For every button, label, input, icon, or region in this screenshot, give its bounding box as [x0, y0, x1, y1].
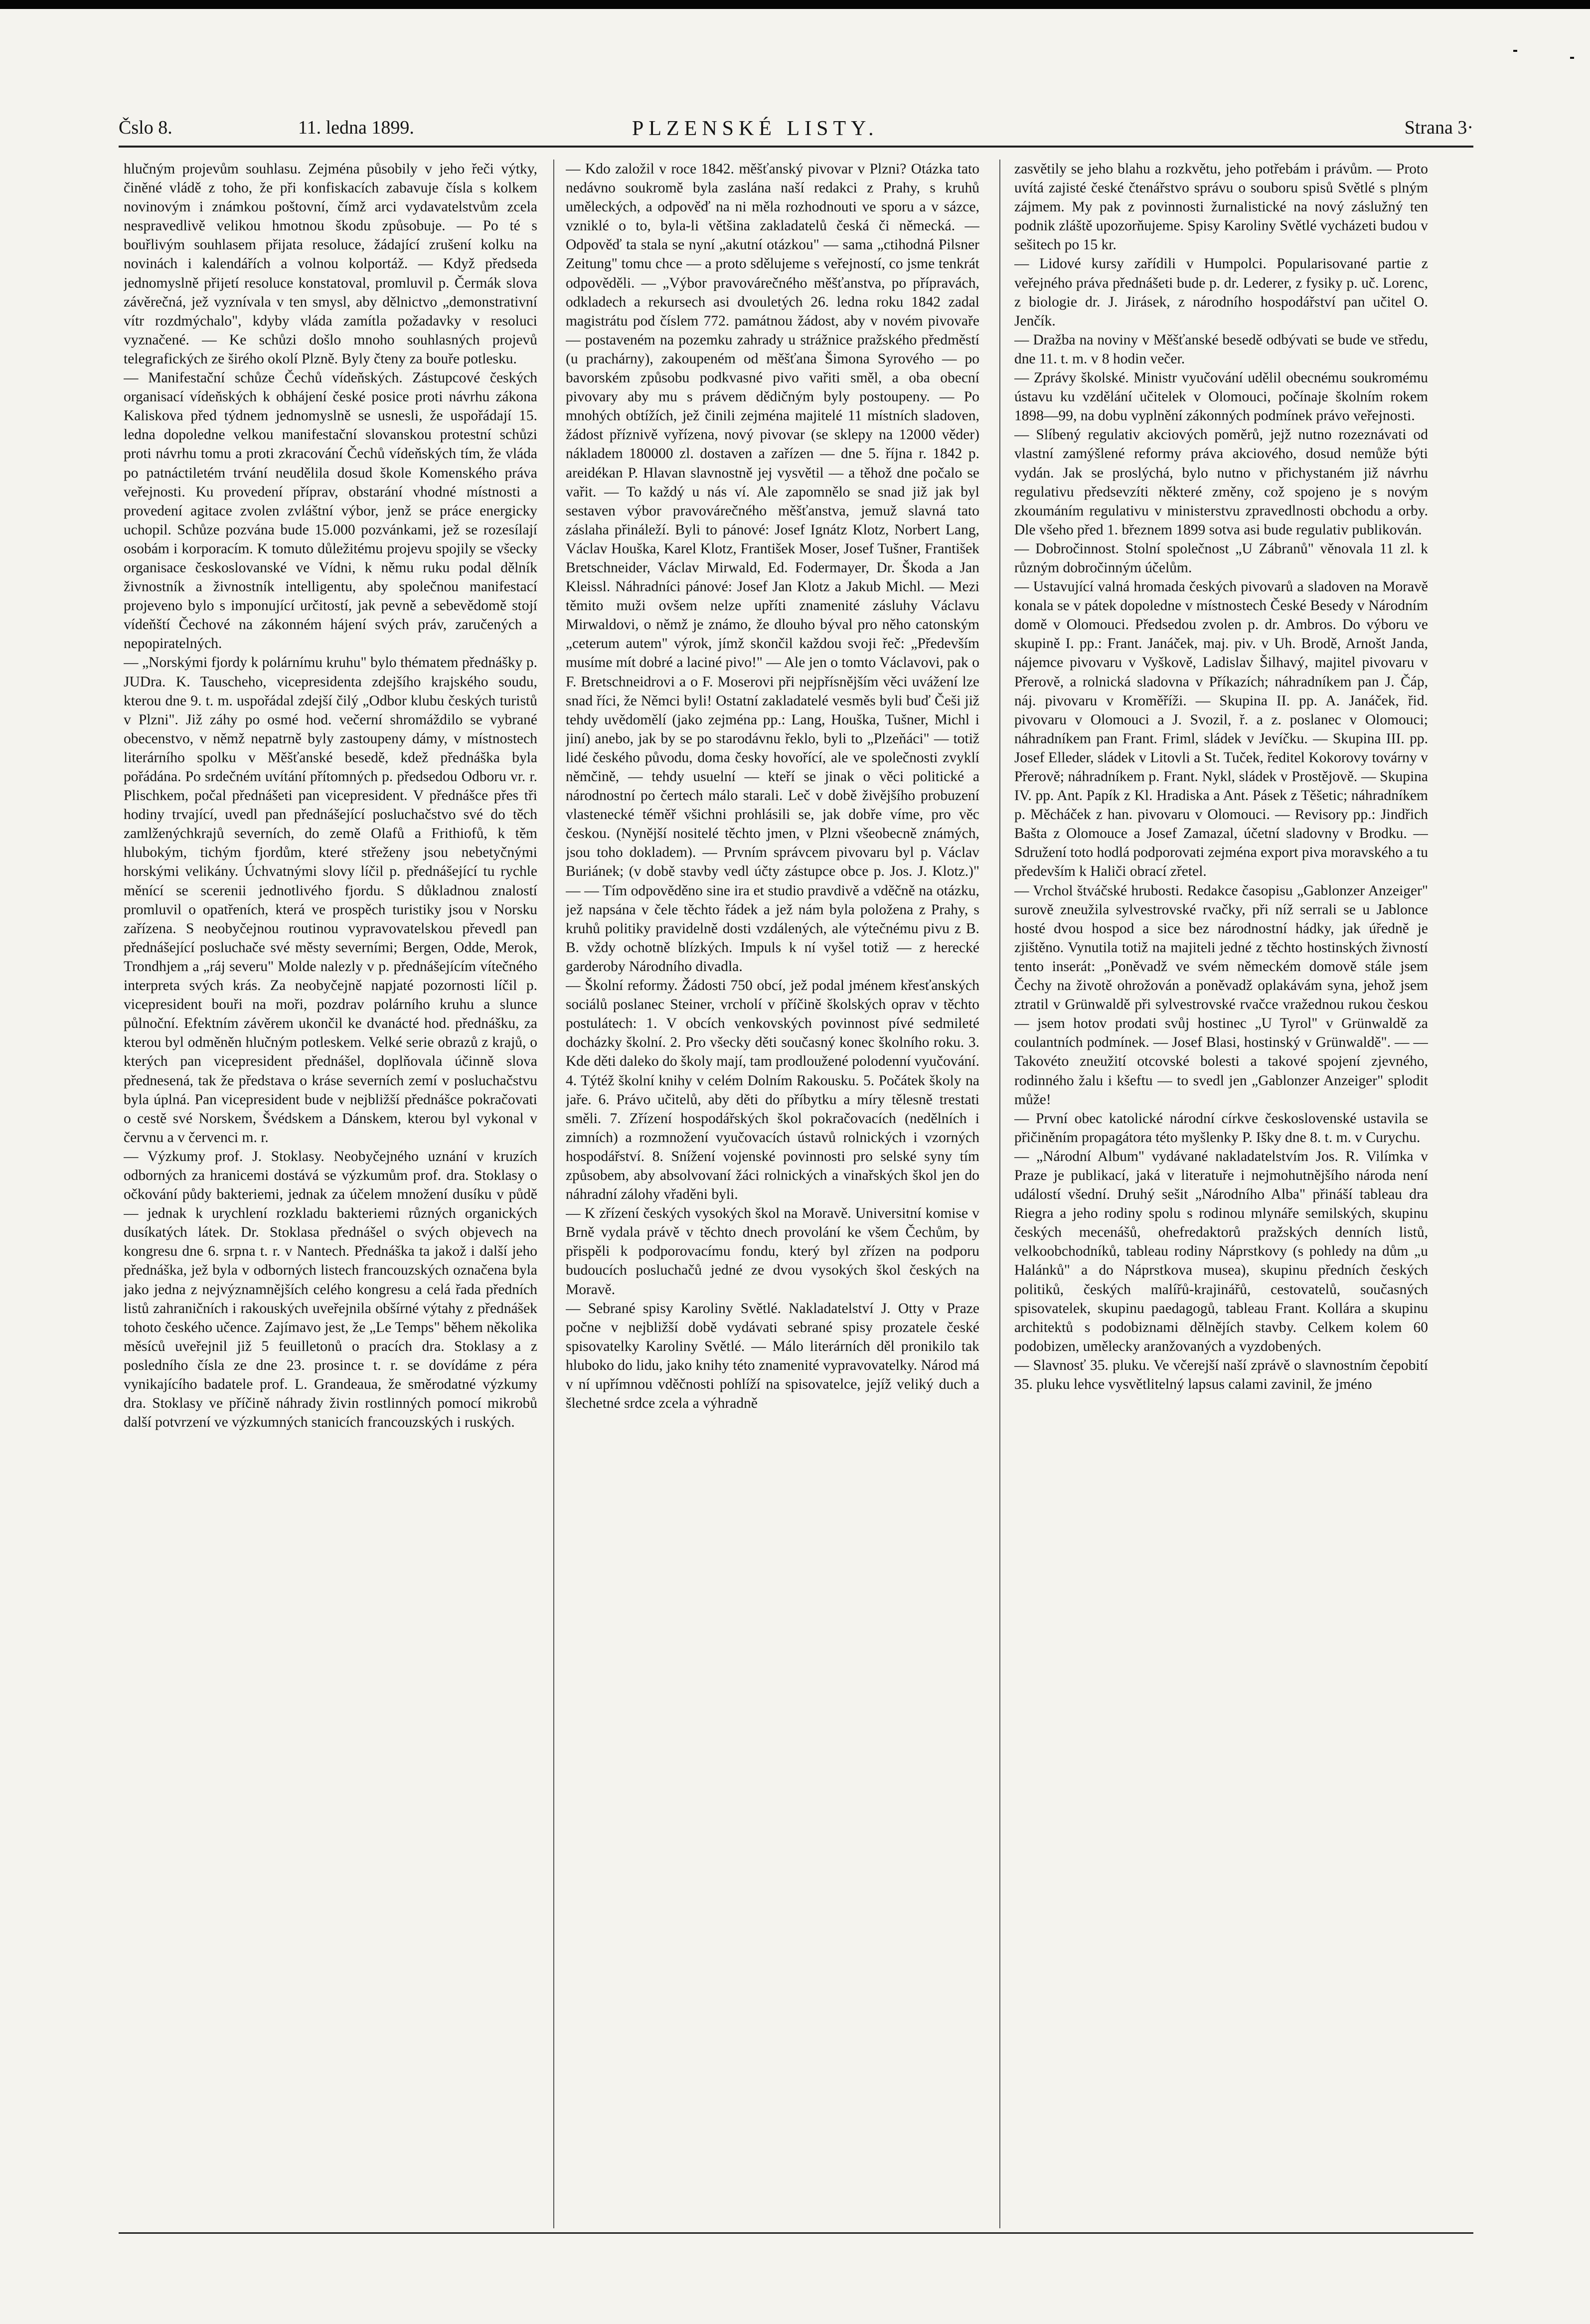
- article-text: — Zprávy školské. Ministr vyučování udělil obecnému soukromému ústavu ku vzdělání učitelek v Olomouci, počínaje školním rokem 1898—99, na dobu vyplnění zákonných podmínek právo veřejnosti.: [1014, 370, 1428, 424]
- article-text: — Ustavující valná hromada českých pivovarů a sladoven na Moravě konala se v pátek dopoledne v místnostech České Besedy v Národním domě v Olomouci. Předsedou zvolen p. dr. Ambros. Do výboru ve skupině I. pp.: Frant. Janáček, maj. piv. v Uh. Brodě, Arnošt Janda, nájemce pivovaru v Vyškově, Ladislav Šilhavý, majitel pivovaru v Přerově, a rolnická sladovna v Příkazích; náhradníkem pan J. Čáp, náj. pivovaru v Kroměříži. — Skupina II. pp. A. Janáček, řid. pivovaru v Olomouci a J. Svozil, ř. a z. poslanec v Olomouci; náhradníkem pan Frant. Friml, sládek v Jevíčku. — Skupina III. pp. Josef Elleder, sládek v Litovli a St. Tuček, ředitel Kokorovy továrny v Přerově; náhradníkem p. Frant. Nykl, sládek v Prostějově. — Skupina IV. pp. Ant. Papík z Kl. Hradiska a Ant. Pásek z Těšetic; náhradníkem p. Měcháček z han. pivovaru v Olomouci. — Revisory pp.: Jindřich Bašta z Olomouce a Josef Zamazal, účetní sladovny v Brodku. — Sdružení toto hodlá podporovati zejména export piva moravského a tu především k Haliči obrací zřetel.: [1014, 579, 1428, 880]
- article-text: — Dobročinnost. Stolní společnost „U Zábranů" věnovala 11 zl. k různým dobročinným účelům.: [1014, 540, 1428, 576]
- newspaper-title: PLZENSKÉ LISTY.: [632, 117, 879, 140]
- article-text: — K zřízení českých vysokých škol na Moravě. Universitní komise v Brně vydala právě v těchto dnech provolání ke všem Čechům, by přispěli k podporovacímu fondu, který byl zřízen na podporu budoucích posluchačů jedné ze dvou vysokých škol českých na Moravě.: [566, 1205, 979, 1298]
- article-text: — Výzkumy prof. J. Stoklasy. Neobyčejného uznání v kruzích odborných za hranicemi dostává se výzkumům prof. dra. Stoklasy o očkování půdy bakteriemi, jednak za účelem množení dusíku v půdě — jednak k urychlení rozkladu bakteriemi různých organických dusíkatých látek. Dr. Stoklasa přednášel o svých objevech na kongresu dne 6. srpna t. r. v Nantech. Přednáška ta jakož i další jeho přednáška, jež byla v odborných listech francouzských označena byla jako jedna z nejvýznamnějších celého kongresu a celá řada předních listů zahraničních i rakouských uveřejnila obšírné výtahy z přednášek tohoto českého učence. Zajímavo jest, že „Le Temps" během několika měsíců uveřejnil již 5 feuilletonů o pracích dra. Stoklasy a z posledního čísla ze dne 23. prosince t. r. se dovídáme z péra vynikajícího badatele prof. L. Grandeaua, že směrodatné výzkumy dra. Stoklasy ve příčině náhrady živin rostlinných pomocí mikrobů další potvrzení ve výzkumných stanicích francouzských i ruských.: [124, 1148, 537, 1431]
- article-text: — Vrchol štváčské hrubosti. Redakce časopisu „Gablonzer Anzeiger" surově zneužila sylvestrovské rvačky, při níž serrali se u Jablonce hosté dvou hospod a sice bez národnostní hádky, jak úředně je zjištěno. Vynutila totiž na majiteli jedné z těchto hostinských živností tento inserát: „Poněvadž ve svém německém domově stále jsem Čechy na životě ohrožován a poněvadž oplakávám syna, jehož jsem ztratil v Grünwaldě při sylvestrovské rvačce vražednou rukou českou — jsem hotov prodati svůj hostinec „U Tyrol" v Grünwaldě za coulantních podmínek. — Josef Blasi, hostinský v Grünwaldě". — — Takovéto zneužití otcovské bolesti a takové spojení zjevného, rodinného žalu i kšeftu — to svedl jen „Gablonzer Anzeiger" splodit může!: [1014, 882, 1428, 1108]
- issue-number: Čslo 8.: [119, 117, 172, 138]
- header-rule: [119, 146, 1473, 148]
- column-3: [1014, 160, 1428, 2228]
- issue-date: 11. ledna 1899.: [298, 117, 414, 138]
- article-text: — První obec katolické národní církve československé ustavila se přičiněním propagátora této myšlenky P. Išky dne 8. t. m. v Curychu.: [1014, 1110, 1428, 1146]
- article-text: — Slavnosť 35. pluku. Ve včerejší naší zprávě o slavnostním čepobití 35. pluku lehce vysvětlitelný lapsus calami zavinil, že jméno: [1014, 1357, 1428, 1392]
- article-text: zasvětily se jeho blahu a rozkvětu, jeho potřebám i právům. — Proto uvítá zajisté české čtenářstvo správu o souboru spisů Světlé s plným zájmem. My pak z povinnosti žurnalistické na nový záslužný ten podnik zláště upozorňujeme. Spisy Karoliny Světlé vycházeti budou v sešitech po 15 kr.: [1014, 161, 1428, 253]
- article-text: — Školní reformy. Žádosti 750 obcí, jež podal jménem křesťanských sociálů poslanec Steiner, vrcholí v příčině školských oprav v těchto postulátech: 1. V obcích venkovských povinnost pívé sedmileté docházky školní. 2. Pro všecky děti současný konec školního roku. 3. Kde děti daleko do školy mají, tam prodloužené polodenní vyučování. 4. Týtéž školní knihy v celém Dolním Rakousku. 5. Počátek školy na jaře. 6. Právo učitelů, aby děti do příbytku a míry tělesně trestati směli. 7. Zřízení hospodářských škol pokračovacích (nedělních i zimních) a rozmnožení vyučovacích ústavů rolnických i vzorných hospodářství. 8. Snížení vojenské povinnosti pro selské syny tím způsobem, aby absolvovaní žáci rolnických a vinařských škol jen do náhradní zálohy vřaděni byli.: [566, 978, 979, 1203]
- column-divider: [553, 160, 554, 2228]
- scan-border: [0, 0, 1590, 9]
- column-2: [566, 160, 979, 2228]
- article-text: — Kdo založil v roce 1842. měšťanský pivovar v Plzni? Otázka tato nedávno soukromě byla zaslána naší redakci z Prahy, s kruhů uměleckých, a odpověď na ni měla rozhodnouti ve sporu a v sázce, vzniklé o to, byla-li většina zakladatelů česká či německá. — Odpověď ta stala se nyní „akutní otázkou" — sama „ctihodná Pilsner Zeitung" tomu chce — a proto sdělujeme s veřejností, co jsme tenkrát odpověděli. — „Výbor pravovárečného měšťanstva, po přípravách, odkladech a rekursech asi dvouletých 26. ledna roku 1842 zadal magistrátu pod číslem 772. památnou žádost, aby v novém pivovaře — postaveném na pozemku zahrady u strážnice pražského předměstí (u prachárny), zakoupeném od měšťana Šimona Syrového — po bavorském způsobu podkvasné pivo vařiti směl, a oba obecní pivovary aby mu s právem dědičným byly postoupeny. — Po mnohých obtížích, jež činili zejména majitelé 11 místních sladoven, žádost příznivě vyřízena, nový pivovar (se sklepy na 12000 věder) nákladem 180000 zl. dostaven a zařízen — dne 5. října r. 1842 p. areidékan P. Hlavan slavnostně jej vysvětil — a těhož dne počalo se vařit. — To každý u nás ví. Ale zapomnělo se snad již jak byl sestaven výbor pravovárečného měšťanstva, jemuž slavná tato záslaha přináleží. Byli to pánové: Josef Ignátz Klotz, Norbert Lang, Václav Houška, Karel Klotz, František Moser, Josef Tušner, František Bretschneider, Václav Mirwald, Ed. Fodermayer, Dr. Škoda a Jan Kleissl. Náhradníci pánové: Josef Jan Klotz a Jakub Michl. — Mezi těmito muži ovšem nelze upříti znamenité zásluhy Václavu Mirwaldovi, o němž je známo, že dlouho býval pro něho catonským „ceterum autem" výrok, jímž skončil každou svoji řeč: „Především musíme mít dobré a laciné pivo!" — Ale jen o tomto Václavovi, pak o F. Bretschneidrovi a o F. Moserovi při nejpřísnějším věci uvážení lze snad říci, že Němci byli! Ostatní zakladatelé vesměs byli buď Češi již tehdy uvědomělí (jako zejména pp.: Lang, Houška, Tušner, Michl i jiní) anebo, jak by se po starodávnu řeklo, byli to „Plzeňáci" — totiž lidé českého původu, doma česky hovořící, ale ve společnosti zvyklí němčině, — tehdy usuelní — kteří se jinak o věci politické a národnostní po čertech málo starali. Leč v době živějšího probuzení vlastenecké téměř všichni prohlásili se, jak dobře víme, pro věc českou. (Nynější nositelé těchto jmen, v Plzni všeobecně známých, jsou toho dokladem). — Prvním správcem pivovaru byl p. Václav Buriánek; (v době stavby vedl účty zástupce obce p. Jos. J. Klotz.)" — — Tím odpověděno sine ira et studio pravdivě a vděčně na otázku, jež napsána v čele těchto řádek a jež nám byla položena z Prahy, s kruhů politiky pravidelně dosti vzdálených, ale výtečnému pivu z B. B. vždy ochotně blízkých. Impuls k ní vyšel totiž — z herecké garderoby Národního divadla.: [566, 161, 979, 975]
- article-text: — „Norskými fjordy k polárnímu kruhu" bylo thématem přednášky p. JUDra. K. Tauscheho, vicepresidenta zdejšího krajského soudu, kterou dne 9. t. m. uspořádal zdejší čilý „Odbor klubu českých turistů v Plzni". Již záhy po osmé hod. večerní shromáždilo se vybrané obecenstvo, v němž nepatrně byly zastoupeny dámy, v místnostech literárního spolku v Měšťanské besedě, kdež přednáška byla pořádána. Po srdečném uvítání přítomných p. předsedou Odboru vr. r. Plischkem, počal přednášeti pan vicepresident. V přednášce přes tři hodiny trvající, uvedl pan přednášející posluchačstvo své do těch zamlženýchkrajů severních, do země Olafů a Frithiofů, k těm hlubokým, tichým fjordům, které střeženy jsou nebetyčnými horskými velikány. Úchvatnými slovy líčil p. přednášející tu rychle měnící se scerenii jednotlivého fjordu. S důkladnou znalostí promluvil o opatřeních, která ve prospěch turistiky jsou v Norsku zařízena. S neobyčejnou routinou vypravovatelskou převedl pan přednášející posluchače své městy severními; Bergen, Odde, Merok, Trondhjem a „ráj severu" Molde nalezly v p. přednášejícím vítečného interpreta svých krás. Za neobyčejně napjaté pozornosti líčil p. vicepresident bouři na moři, pozdrav polárního kruhu a slunce půlnoční. Efektním závěrem ukončil ke dvanácté hod. přednášku, za kterou byl odměněn hlučným potleskem. Velké serie obrazů z krajů, o kterých pan vicepresident přednášel, doplňovala účinně slova přednesená, tak že představa o kráse severních zemí v posluchačstvu byla úplná. Pan vicepresident bude v nejbližší přednášce pokračovati o cestě své Norskem, Švédskem a Dánskem, kterou byl vykonal v červnu a v červenci m. r.: [124, 655, 537, 1146]
- scan-mark: [1513, 50, 1517, 52]
- page-header: [119, 111, 1473, 146]
- scan-mark: [1570, 57, 1574, 59]
- column-1: [124, 160, 537, 2228]
- article-text: — Slíbený regulativ akciových poměrů, jejž nutno rozeznávati od vlastní zamýšlené reformy práva akciového, dosud nemůže býti vydán. Jak se proslýchá, bylo nutno v přichystaném již návrhu regulativu předsevzíti některé změny, což spojeno je s novým zkoumáním regulativu v ministerstvu zpravedlnosti obchodu a orby. Dle všeho před 1. březnem 1899 sotva asi bude regulativ publikován.: [1014, 427, 1428, 538]
- article-text: — Dražba na noviny v Měšťanské besedě odbývati se bude ve středu, dne 11. t. m. v 8 hodin večer.: [1014, 332, 1428, 367]
- column-divider: [999, 160, 1000, 2228]
- page-number: Strana 3·: [1404, 117, 1473, 138]
- article-text: — Manifestační schůze Čechů vídeňských. Zástupcové českých organisací vídeňských k obhájení české posice proti návrhu zákona Kaliskova před týdnem jednomyslně se usnesli, že uspořádají 15. ledna dopoledne velkou manifestační slovanskou protestní schůzi proti návrhu tomu a proti zkracování Čechů vídeňských tím, že vláda po patnáctiletém trvání neudělila dosud škole Komenského práva veřejnosti. Ku provedení příprav, obstarání vhodné místnosti a provedení agitace zvolen zvláštní výbor, jenž se práce energicky uchopil. Schůze pozvána bude 15.000 pozvánkami, jež se rozesílají osobám i korporacím. K tomuto důležitému projevu spojily se všecky organisace českoslovanské ve Vídni, k němu ruku podal dělník živnostník a živnostník intelligentu, aby společnou manifestací projeveno bylo s imponující určitostí, jak pevně a sebevědomě stojí vídeňští Čechové na zákonném hájení svých práv, zaručených a nepopiratelných.: [124, 370, 537, 652]
- footer-rule: [119, 2232, 1473, 2234]
- article-text: hlučným projevům souhlasu. Zejména působily v jeho řeči výtky, činěné vládě z toho, že při konfiskacích zabavuje čísla s kolkem novinovým i známkou poštovní, čímž arci vydavatelstvům zcela nespravedlivě velikou hmotnou škodu způsobuje. — Po té s bouřlivým souhlasem přijata resoluce, žádající zrušení kolku na novinách i kalendářích a volnou kolportáž. — Když předseda jednomyslně přijetí resoluce konstatoval, promluvil p. Čermák slova závěrečná, jež vyznívala v ten smysl, aby dělnictvo „demonstrativní vítr rozdmýchalo", kdyby vláda zamítla požadavky v resoluci vyznačené. — Ke schůzi došlo mnoho souhlasných projevů telegrafických ze širého okolí Plzně. Byly čteny za bouře potlesku.: [124, 161, 537, 367]
- article-text: — „Národní Album" vydávané nakladatelstvím Jos. R. Vilímka v Praze je publikací, jaká v literatuře i nejmohutnějšího národa není událostí všední. Druhý sešit „Národního Alba" přináší tableau dra Riegra a jeho rodiny spolu s rodinou mlynáře semilských, skupinu českých mecenášů, ohefredaktorů pražských denních listů, velkoobchodníků, tableau rodiny Náprstkovy (s pohledy na dům „u Halánků" a do Náprstkova musea), skupinu předních českých politiků, českých malířů-krajinářů, cestovatelů, současných spisovatelek, skupinu paedagogů, tableau Frant. Kollára a skupinu architektů s podobiznami dělnějích stavby. Celkem kolem 60 podobizen, umělecky aranžovaných a vyzdobených.: [1014, 1148, 1428, 1354]
- article-text: — Lidové kursy zařídili v Humpolci. Popularisované partie z veřejného práva přednášeti bude p. dr. Lederer, z fysiky p. uč. Lorenc, z biologie dr. J. Jirásek, z národního hospodářství pan učitel O. Jenčík.: [1014, 256, 1428, 329]
- article-text: — Sebrané spisy Karoliny Světlé. Nakladatelství J. Otty v Praze počne v nejbližší době vydávati sebrané spisy prozatele české spisovatelky Karoliny Světlé. — Málo literárních děl pronikilo tak hluboko do lidu, jako knihy této znamenité vypravovatelky. Národ má v ní upřímnou vděčnosti pohlíží na spisovatelce, jejíž veliký duch a šlechetné srdce zcela a výhradně: [566, 1300, 979, 1412]
